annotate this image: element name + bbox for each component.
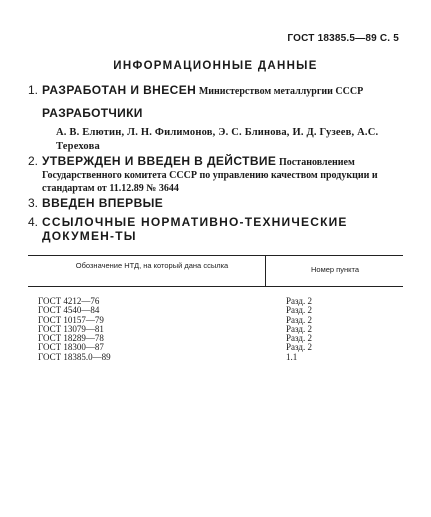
section-4 <box>28 216 403 244</box>
table-cell-clause: Разд. 2 <box>286 296 312 306</box>
section-heading: УТВЕРЖДЕН И ВВЕДЕН В ДЕЙСТВИЕ <box>42 154 277 168</box>
section-heading: РАЗРАБОТАН И ВНЕСЕН <box>42 83 197 97</box>
table-top-rule <box>28 255 403 256</box>
section-number: 4. <box>28 215 39 229</box>
section-body <box>42 216 402 244</box>
section-number: 3. <box>28 196 39 210</box>
section-body <box>42 197 403 211</box>
page-title: ИНФОРМАЦИОННЫЕ ДАННЫЕ <box>113 60 318 72</box>
section-text: Постановлением Государственного комитета СССР по управлению качеством продукции и стандартам от 11.12.89 № 3644 <box>42 157 378 194</box>
table-column-divider <box>265 255 266 286</box>
table-cell-clause: Разд. 2 <box>286 333 312 344</box>
table-cell-document: ГОСТ 4212—76 <box>38 296 100 306</box>
table-cell-clause: Разд. 2 <box>286 323 312 334</box>
table-header-clause: Номер пункта <box>310 265 359 274</box>
table-cell-clause: Разд. 2 <box>286 305 312 316</box>
page-header-doc-ref: ГОСТ 18385.5—89 С. 5 <box>287 33 399 44</box>
table-cell-clause: 1.1 <box>286 351 298 362</box>
section-2 <box>28 155 403 195</box>
table-cell-document: ГОСТ 18385.0—89 <box>38 351 111 362</box>
table-cell-document: ГОСТ 18289—78 <box>38 333 104 344</box>
table-header-document: Обозначение НТД, на который дана ссылка <box>75 261 229 270</box>
table-cell-document: ГОСТ 10157—79 <box>38 314 104 325</box>
section-text: Министерством металлургии СССР <box>198 86 364 97</box>
table-cell-clause: Разд. 2 <box>286 314 312 325</box>
developers-names: А. В. Елютин, Л. Н. Филимонов, Э. С. Блинова, И. Д. Гузеев, А.С. Терехова <box>56 127 379 152</box>
table-cell-clause: Разд. 2 <box>286 342 312 353</box>
section-heading: ВВЕДЕН ВПЕРВЫЕ <box>42 196 164 210</box>
section-1 <box>28 84 403 98</box>
section-number: 2. <box>28 154 39 168</box>
section-body <box>42 84 403 98</box>
table-cell-document: ГОСТ 13079—81 <box>38 323 104 334</box>
developers-heading: РАЗРАБОТЧИКИ <box>42 106 143 120</box>
table-header-rule <box>28 286 403 287</box>
section-3 <box>28 197 403 211</box>
table-row <box>0 353 431 362</box>
table-body <box>0 297 431 362</box>
section-number: 1. <box>28 83 39 97</box>
section-body <box>42 155 403 195</box>
table-cell-document: ГОСТ 4540—84 <box>38 305 100 316</box>
section-heading: ССЫЛОЧНЫЕ НОРМАТИВНО-ТЕХНИЧЕСКИЕ ДОКУМЕН-ТЫ <box>42 215 348 243</box>
table-cell-document: ГОСТ 18300—87 <box>38 342 104 353</box>
